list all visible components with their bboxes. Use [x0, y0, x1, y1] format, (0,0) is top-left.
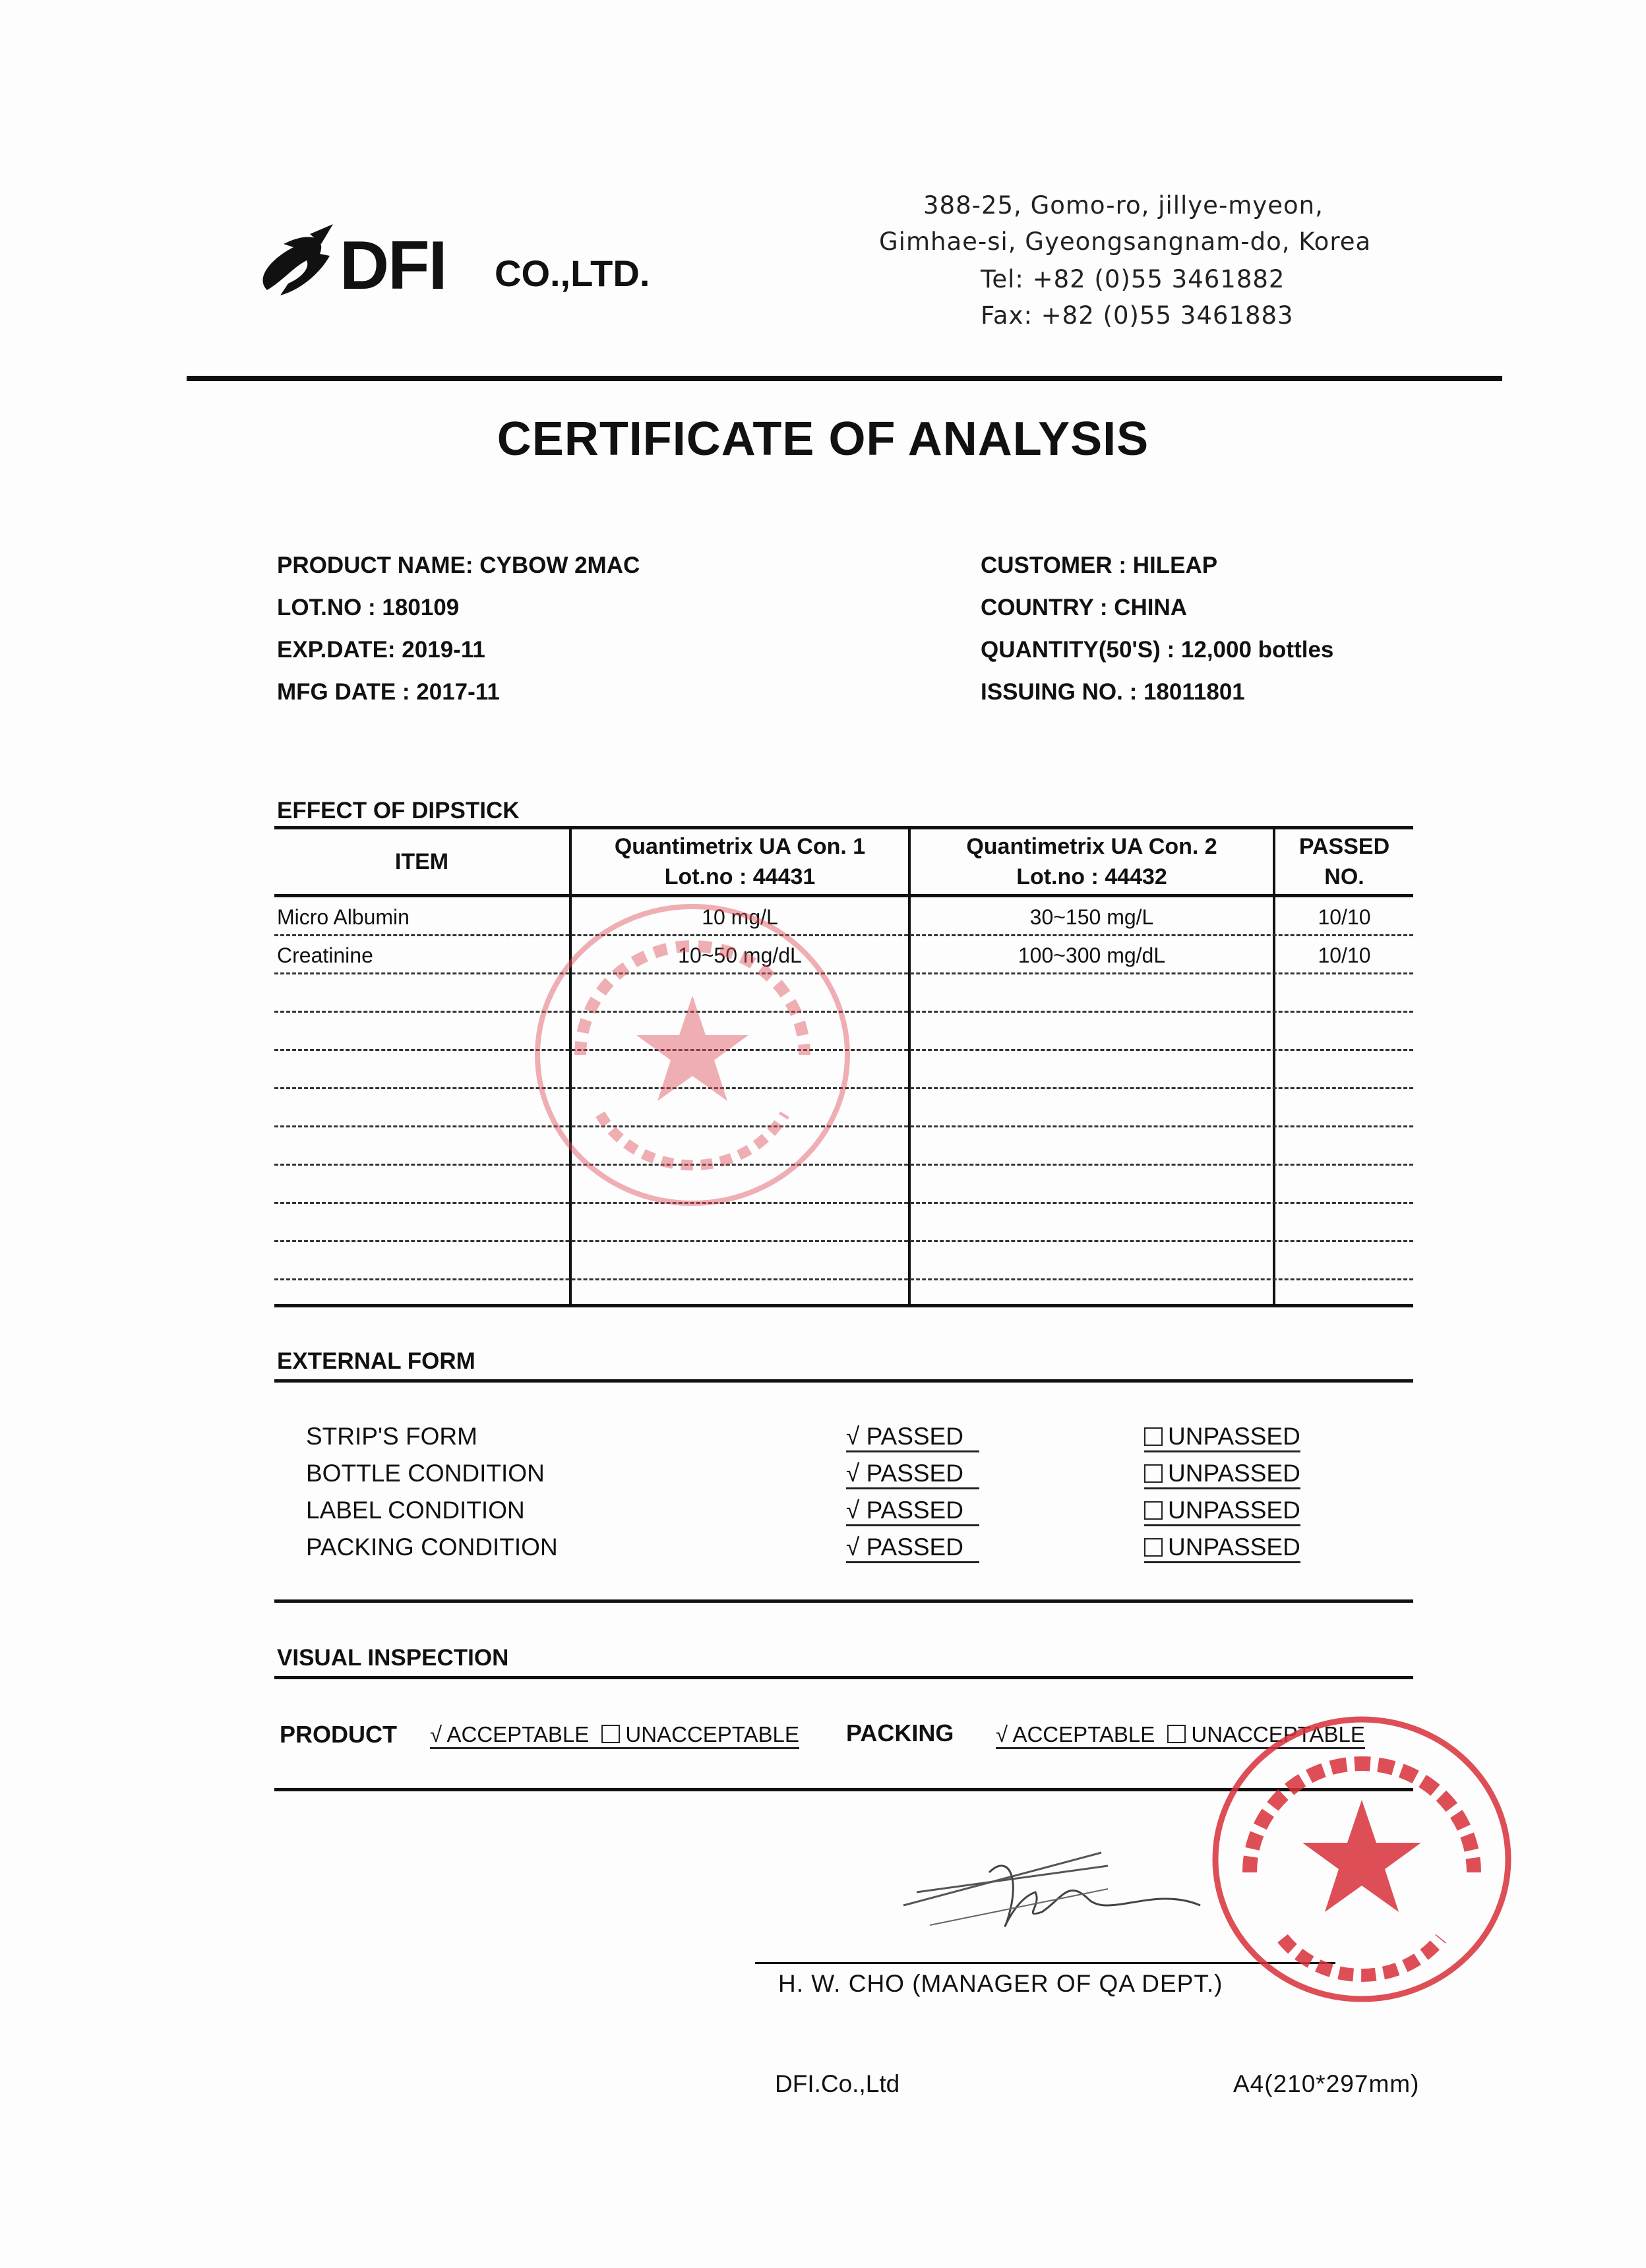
header-con2: Quantimetrix UA Con. 2 Lot.no : 44432: [966, 833, 1217, 889]
checkbox-icon: [1144, 1538, 1163, 1557]
company-logo: [247, 218, 656, 310]
external-item-label: BOTTLE CONDITION: [306, 1460, 545, 1487]
footer-paper-size: A4(210*297mm): [1233, 2070, 1420, 2097]
signature-mark: [890, 1826, 1220, 1945]
passed-option: √ PASSED: [846, 1497, 979, 1526]
document-title: CERTIFICATE OF ANALYSIS: [497, 413, 1149, 465]
quantity: QUANTITY(50'S) : 12,000 bottles: [981, 637, 1334, 663]
expiry-date: EXP.DATE: 2019-11: [277, 637, 485, 663]
row-passed: 10/10: [1318, 905, 1371, 929]
packing-inspection-options: √ ACCEPTABLE UNACCEPTABLE: [996, 1722, 1365, 1749]
checkbox-icon: [1167, 1725, 1186, 1743]
checkbox-icon: [1144, 1464, 1163, 1483]
manufacture-date: MFG DATE : 2017-11: [277, 679, 500, 705]
company-seal-stamp: [528, 897, 857, 1213]
row-con1: 10 mg/L: [702, 905, 778, 929]
row-con2: 30~150 mg/L: [1029, 905, 1154, 929]
packing-inspection-label: PACKING: [846, 1719, 954, 1746]
address-line-2: Gimhae-si, Gyeongsangnam-do, Korea: [879, 227, 1372, 256]
unpassed-option: UNPASSED: [1144, 1497, 1300, 1526]
lot-number: LOT.NO : 180109: [277, 595, 460, 620]
quality-inspection-stamp: [1204, 1708, 1520, 2011]
country: COUNTRY : CHINA: [981, 595, 1188, 620]
unpassed-option: UNPASSED: [1144, 1423, 1300, 1452]
external-item-label: LABEL CONDITION: [306, 1497, 525, 1524]
external-item-label: PACKING CONDITION: [306, 1534, 558, 1561]
checkbox-icon: [1144, 1501, 1163, 1520]
issuing-number: ISSUING NO. : 18011801: [981, 679, 1245, 705]
row-con1: 10~50 mg/dL: [678, 943, 802, 967]
telephone: Tel: +82 (0)55 3461882: [981, 265, 1285, 293]
product-inspection-label: PRODUCT: [280, 1721, 397, 1748]
unpassed-option: UNPASSED: [1144, 1460, 1300, 1489]
passed-option: √ PASSED: [846, 1423, 979, 1452]
header-divider: [187, 376, 1502, 381]
customer: CUSTOMER : HILEAP: [981, 552, 1218, 578]
unpassed-option: UNPASSED: [1144, 1534, 1300, 1563]
table-bottom-border: [274, 1304, 1413, 1307]
table-row-empty: [274, 1241, 1413, 1280]
header-con1: Quantimetrix UA Con. 1 Lot.no : 44431: [614, 833, 866, 889]
external-form-section-title: EXTERNAL FORM: [277, 1348, 475, 1374]
visual-inspection-top-rule: [274, 1676, 1413, 1679]
product-name: PRODUCT NAME: CYBOW 2MAC: [277, 552, 640, 578]
row-item: Micro Albumin: [277, 905, 410, 929]
header-item: ITEM: [394, 849, 449, 874]
external-item-label: STRIP'S FORM: [306, 1423, 477, 1450]
passed-option: √ PASSED: [846, 1460, 979, 1489]
address-line-1: 388-25, Gomo-ro, jillye-myeon,: [923, 191, 1324, 220]
row-item: Creatinine: [277, 943, 373, 967]
external-form-top-rule: [274, 1379, 1413, 1383]
external-form-bottom-rule: [274, 1599, 1413, 1603]
visual-inspection-section-title: VISUAL INSPECTION: [277, 1645, 509, 1671]
checkbox-icon: [1144, 1427, 1163, 1446]
passed-option: √ PASSED: [846, 1534, 979, 1563]
header-passed: PASSED NO.: [1298, 833, 1390, 889]
dipstick-section-title: EFFECT OF DIPSTICK: [277, 798, 520, 823]
signatory-name: H. W. CHO (MANAGER OF QA DEPT.): [778, 1970, 1223, 1997]
logo-text: DFI: [340, 227, 446, 304]
row-con2: 100~300 mg/dL: [1018, 943, 1166, 967]
checkbox-icon: [601, 1725, 620, 1743]
product-inspection-options: √ ACCEPTABLE UNACCEPTABLE: [430, 1722, 799, 1749]
row-passed: 10/10: [1318, 943, 1371, 967]
fax: Fax: +82 (0)55 3461883: [981, 301, 1294, 330]
footer-company: DFI.Co.,Ltd: [775, 2070, 900, 2097]
logo-suffix: CO.,LTD.: [495, 253, 650, 294]
